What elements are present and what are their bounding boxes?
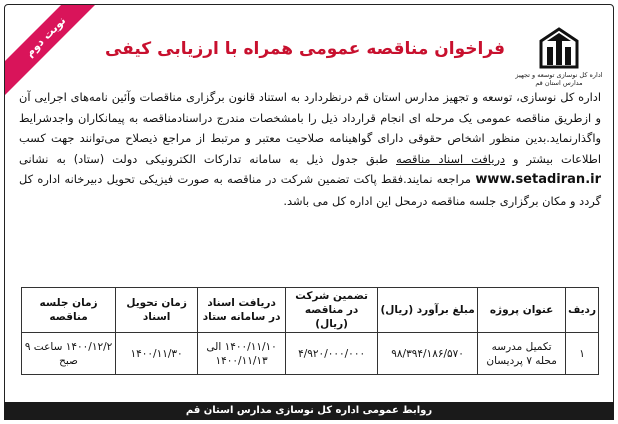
tender-table xyxy=(21,287,599,375)
notice-title: فراخوان مناقصه عمومی همراه با ارزیابی کیفی xyxy=(104,39,506,59)
second-publication-badge: نوبت دوم xyxy=(4,4,108,99)
notice-body xyxy=(19,87,601,211)
table-row xyxy=(22,333,599,375)
header-estimate: مبلغ برآورد (ریال) xyxy=(378,288,478,333)
cell-project-title: تکمیل مدرسه محله ۷ پردیسان xyxy=(478,333,566,375)
school-building-logo-icon xyxy=(537,27,581,69)
body-text-part-3: مراجعه نمایند.فقط پاکت تضمین شرکت در مناقصه به صورت فیزیکی تحویل دبیرخانه اداره کل گردد و مکان برگزاری جلسه مناقصه درمحل این اداره کل می باشد. xyxy=(19,172,601,208)
public-relations-footer: روابط عمومی اداره کل نوسازی مدارس استان قم xyxy=(4,402,614,420)
header-row-number: ردیف xyxy=(566,288,599,333)
cell-receive-documents: ۱۴۰۰/۱۱/۱۰ الی ۱۴۰۰/۱۱/۱۳ xyxy=(198,333,286,375)
header-session-time: زمان جلسه مناقصه xyxy=(22,288,116,333)
table-header-row xyxy=(22,288,599,333)
cell-session-time: ۱۴۰۰/۱۲/۲ ساعت ۹ صبح xyxy=(22,333,116,375)
header-receive-documents: دریافت اسناد در سامانه ستاد xyxy=(198,288,286,333)
cell-row-number: ۱ xyxy=(566,333,599,375)
body-text-part-1: اداره کل نوسازی، توسعه و تجهیز مدارس استان قم درنظردارد به استناد قانون برگزاری مناقصات وآئین نامه‌های اجرایی آن و ازطریق مناقصه عمومی یک مرحله ای انجام قرارداد ذیل را بامشخصات مندرج دراسنادمناقصه به پیمانکاران واجدشرایط واگذارنماید.بدین منظور اشخاص حقوقی دارای گواهینامه صلاحیت معتبر و مرتبط از مراجع ذیصلاح می‌توانند جهت کسب اطلاعات بیشتر و xyxy=(19,90,601,166)
logo-caption: اداره کل نوسازی توسعه و تجهیز مدارس استان قم xyxy=(515,71,603,87)
header-delivery-time: زمان تحویل اسناد xyxy=(116,288,198,333)
tender-documents-highlight: دریافت اسناد مناقصه xyxy=(396,151,506,166)
header-project-title: عنوان پروژه xyxy=(478,288,566,333)
notice-frame xyxy=(4,4,614,420)
cell-estimate: ۹۸/۳۹۴/۱۸۶/۵۷۰ xyxy=(378,333,478,375)
setad-website-link[interactable]: www.setadiran.ir xyxy=(475,172,601,187)
header-guarantee: تضمین شرکت در مناقصه (ریال) xyxy=(286,288,378,333)
cell-guarantee: ۴/۹۲۰/۰۰۰/۰۰۰ xyxy=(286,333,378,375)
cell-delivery-time: ۱۴۰۰/۱۱/۳۰ xyxy=(116,333,198,375)
body-text-part-2: طبق جدول ذیل به سامانه تدارکات الکترونیکی دولت (ستاد) به نشانی xyxy=(19,151,397,166)
